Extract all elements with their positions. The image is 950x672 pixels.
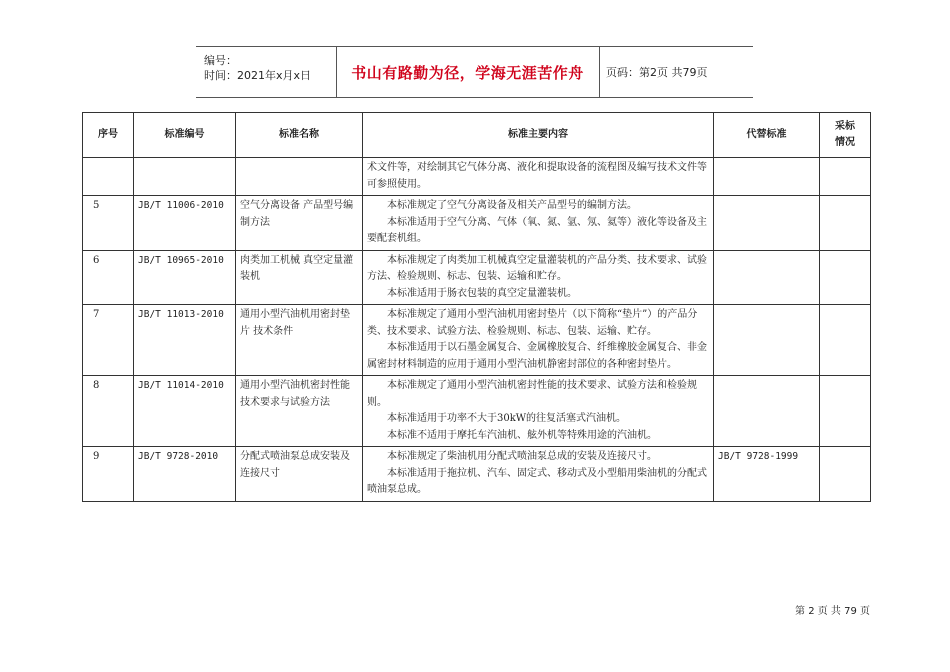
adoption-header-line1: 采标 <box>835 120 855 132</box>
row-standard-name: 空气分离设备 产品型号编制方法 <box>236 196 363 251</box>
table-row <box>83 447 871 502</box>
row-standard-code: JB/T 11013-2010 <box>134 305 236 376</box>
table-header-row <box>83 113 871 158</box>
table-row <box>83 376 871 447</box>
row-replaces <box>714 158 820 196</box>
header-page-number: 页码：第2页 共79页 <box>606 66 708 79</box>
row-adoption <box>820 158 871 196</box>
content-paragraph: 本标准规定了空气分离设备及相关产品型号的编制方法。 <box>387 200 637 211</box>
content-paragraph: 术文件等，对绘制其它气体分离、液化和提取设备的流程图及编写技术文件等可参照使用。 <box>367 162 707 190</box>
row-replaces <box>714 196 820 251</box>
content-paragraph: 本标准规定了肉类加工机械真空定量灌装机的产品分类、技术要求、试验方法、检验规则、标志、包装、运输和贮存。 <box>367 254 707 282</box>
table-row <box>83 158 871 196</box>
row-content <box>363 250 714 305</box>
column-header-name: 标准名称 <box>236 113 363 158</box>
row-standard-name: 通用小型汽油机用密封垫片 技术条件 <box>236 305 363 376</box>
column-header-code: 标准编号 <box>134 113 236 158</box>
row-seq: 6 <box>83 250 134 305</box>
row-standard-code: JB/T 9728-2010 <box>134 447 236 502</box>
row-replaces <box>714 305 820 376</box>
row-adoption <box>820 447 871 502</box>
row-content <box>363 158 714 196</box>
row-replaces <box>714 250 820 305</box>
document-number-label: 编号： <box>204 54 237 67</box>
row-standard-code: JB/T 11014-2010 <box>134 376 236 447</box>
content-paragraph: 本标准适用于功率不大于30kW的往复活塞式汽油机。 <box>387 413 627 424</box>
row-standard-name: 分配式喷油泵总成安装及连接尺寸 <box>236 447 363 502</box>
row-seq: 9 <box>83 447 134 502</box>
content-paragraph: 本标准规定了柴油机用分配式喷油泵总成的安装及连接尺寸。 <box>387 451 657 462</box>
page-footer: 第 2 页 共 79 页 <box>795 606 870 617</box>
row-standard-code <box>134 158 236 196</box>
table-row <box>83 250 871 305</box>
row-replaces <box>714 376 820 447</box>
content-paragraph: 本标准适用于以石墨金属复合、金属橡胶复合、纤维橡胶金属复合、非金属密封材料制造的应用于通用小型汽油机静密封部位的各种密封垫片。 <box>367 342 707 370</box>
content-paragraph: 本标准适用于空气分离、气体（氧、氮、氩、氖、氦等）液化等设备及主要配套机组。 <box>367 216 707 244</box>
row-adoption <box>820 305 871 376</box>
content-paragraph: 本标准不适用于摩托车汽油机、舷外机等特殊用途的汽油机。 <box>387 429 657 441</box>
row-standard-name: 肉类加工机械 真空定量灌装机 <box>236 250 363 305</box>
document-date: 时间：2021年x月x日 <box>204 69 312 82</box>
row-content <box>363 447 714 502</box>
header-meta <box>196 47 337 97</box>
row-standard-code: JB/T 11006-2010 <box>134 196 236 251</box>
row-seq: 8 <box>83 376 134 447</box>
column-header-adoption <box>820 113 871 158</box>
row-standard-name: 通用小型汽油机密封性能 技术要求与试验方法 <box>236 376 363 447</box>
row-seq: 5 <box>83 196 134 251</box>
table-row <box>83 305 871 376</box>
content-paragraph: 本标准适用于拖拉机、汽车、固定式、移动式及小型船用柴油机的分配式喷油泵总成。 <box>367 467 707 495</box>
column-header-seq: 序号 <box>83 113 134 158</box>
row-content <box>363 376 714 447</box>
page-header <box>196 46 753 98</box>
content-paragraph: 本标准规定了通用小型汽油机用密封垫片（以下简称“垫片”）的产品分类、技术要求、试验方法、检验规则、标志、包装、运输、贮存。 <box>367 309 698 337</box>
row-replaces: JB/T 9728-1999 <box>714 447 820 502</box>
row-adoption <box>820 250 871 305</box>
row-adoption <box>820 376 871 447</box>
adoption-header-line2: 情况 <box>835 137 855 148</box>
row-standard-code: JB/T 10965-2010 <box>134 250 236 305</box>
standards-table <box>82 112 871 502</box>
row-adoption <box>820 196 871 251</box>
row-seq <box>83 158 134 196</box>
column-header-replaces: 代替标准 <box>714 113 820 158</box>
row-content <box>363 196 714 251</box>
table-row <box>83 196 871 251</box>
column-header-content: 标准主要内容 <box>363 113 714 158</box>
header-motto: 书山有路勤为径，学海无涯苦作舟 <box>336 47 600 97</box>
content-paragraph: 本标准规定了通用小型汽油机密封性能的技术要求、试验方法和检验规则。 <box>367 380 697 408</box>
row-standard-name <box>236 158 363 196</box>
content-paragraph: 本标准适用于肠衣包装的真空定量灌装机。 <box>387 287 577 299</box>
row-seq: 7 <box>83 305 134 376</box>
row-content <box>363 305 714 376</box>
